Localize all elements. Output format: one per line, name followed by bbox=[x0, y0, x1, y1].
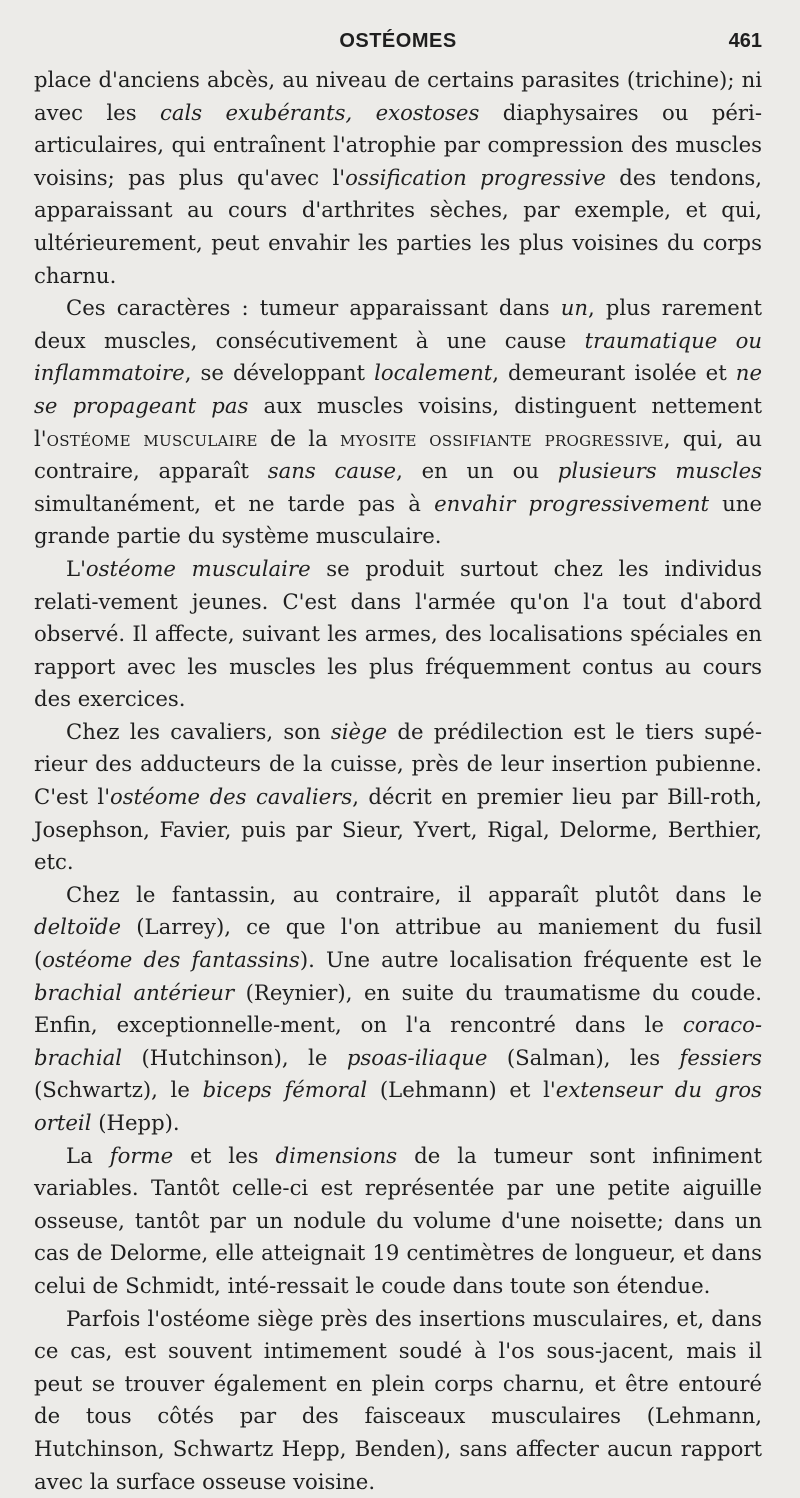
text-run: (Hepp). bbox=[91, 1110, 180, 1135]
text-run: Chez les cavaliers, son bbox=[66, 718, 331, 744]
italic-run: sans cause bbox=[267, 458, 397, 484]
text-run: une grande partie du système musculaire. bbox=[34, 490, 762, 549]
text-run: se produit surtout chez les individus relati-vement jeunes. C'est dans l'armée qu'on l'a tout d'abord observé. Il affecte, suivant les armes, des localisations spéciales en rapport avec les muscles les plus fréquemment contus au cours des exercices. bbox=[34, 555, 762, 712]
text-run: Chez le fantassin, au contraire, il apparaît plutôt dans le bbox=[66, 881, 762, 907]
italic-run: localement bbox=[374, 360, 493, 386]
text-run: , en un ou bbox=[396, 458, 558, 484]
italic-run: psoas-iliaque bbox=[346, 1044, 488, 1070]
italic-run: cals exubérants, exostoses bbox=[159, 99, 480, 125]
italic-run: siège bbox=[330, 718, 388, 744]
text-run: Ces caractères : tumeur apparaissant dans bbox=[66, 295, 561, 321]
small-caps-run: myosite ossifiante progressive bbox=[339, 425, 664, 451]
text-run: de la bbox=[257, 425, 340, 451]
italic-run: un bbox=[560, 295, 589, 321]
text-run: , plus rarement deux muscles, consécutivement à une cause bbox=[34, 295, 762, 353]
text-run: des tendons, apparaissant au cours d'arthrites sèches, par exemple, et qui, ultérieurement, peut envahir les parties les plus voisines du corps charnu. bbox=[34, 164, 762, 288]
text-run: (Larrey), ce que l'on attribue au maniement du fusil ( bbox=[34, 914, 762, 973]
paragraph-6 bbox=[34, 1140, 762, 1303]
text-run: , qui, au contraire, apparaît bbox=[34, 425, 762, 484]
italic-run: dimensions bbox=[275, 1142, 398, 1168]
italic-run: deltoïde bbox=[34, 914, 122, 940]
page-header bbox=[34, 26, 762, 62]
body-text bbox=[34, 64, 762, 1498]
text-run: et les bbox=[173, 1142, 276, 1168]
italic-run: biceps fémoral bbox=[202, 1077, 368, 1103]
italic-run: ostéome des cavaliers bbox=[110, 784, 353, 810]
italic-run: brachial antérieur bbox=[34, 979, 235, 1005]
text-run: de prédilection est le tiers supé-rieur des adducteurs de la cuisse, près de leur insertion pubienne. C'est l' bbox=[34, 718, 762, 810]
italic-run: ne se propageant pas bbox=[34, 360, 762, 418]
text-run: de la tumeur sont infiniment variables. Tantôt celle-ci est représentée par une petite aiguille osseuse, tantôt par un nodule du volume d'une noisette; dans un cas de Delorme, elle atteignait 19 centimètres de longueur, et dans celui de Schmidt, inté-ressait le coude dans toute son étendue. bbox=[34, 1142, 763, 1298]
italic-run: coraco-brachial bbox=[34, 1012, 762, 1070]
italic-run: traumatique ou inflammatoire bbox=[34, 327, 762, 386]
italic-run: ostéome musculaire bbox=[85, 555, 311, 581]
text-run: Parfois l'ostéome siège près des insertions musculaires, et, dans ce cas, est souvent intimement soudé à l'os sous-jacent, mais il peut se trouver également en plein corps charnu, et être entouré de tous côtés par des faisceaux musculaires (Lehmann, Hutchinson, Schwartz Hepp, Benden), sans affecter aucun rapport avec la surface osseuse voisine. bbox=[34, 1305, 762, 1494]
paragraph-1 bbox=[34, 64, 762, 292]
italic-run: plusieurs muscles bbox=[557, 458, 762, 484]
text-run: La bbox=[66, 1142, 110, 1168]
text-run: diaphysaires ou péri-articulaires, qui entraînent l'atrophie par compression des muscles voisins; pas plus qu'avec l' bbox=[34, 99, 762, 190]
text-run: (Salman), les bbox=[487, 1044, 680, 1070]
italic-run: envahir progressivement bbox=[434, 490, 710, 516]
text-run: aux muscles voisins, distinguent nettement l' bbox=[34, 392, 762, 451]
paragraph-3 bbox=[34, 553, 762, 716]
text-run: simultanément, et ne tarde pas à bbox=[34, 490, 435, 516]
text-run: , demeurant isolée et bbox=[492, 360, 736, 386]
italic-run: extenseur du gros orteil bbox=[34, 1077, 762, 1135]
paragraph-5 bbox=[34, 879, 762, 1140]
text-run: (Schwartz), le bbox=[34, 1077, 203, 1103]
italic-run: ossification progressive bbox=[345, 164, 606, 190]
text-run: , se développant bbox=[184, 360, 375, 386]
text-run: (Reynier), en suite du traumatisme du coude. Enfin, exceptionnelle-ment, on l'a rencontré dans le bbox=[34, 979, 762, 1038]
italic-run: ostéome des fantassins bbox=[42, 947, 300, 973]
text-run: ). Une autre localisation fréquente est le bbox=[299, 947, 762, 973]
italic-run: forme bbox=[109, 1142, 174, 1168]
text-run: L' bbox=[66, 555, 86, 581]
page-number: 461 bbox=[728, 30, 762, 52]
small-caps-run: ostéome musculaire bbox=[46, 425, 258, 451]
text-run: , décrit en premier lieu par Bill-roth, Josephson, Favier, puis par Sieur, Yvert, Rigal, Delorme, Berthier, etc. bbox=[34, 784, 762, 875]
paragraph-2 bbox=[34, 292, 762, 553]
running-title: OSTÉOMES bbox=[339, 30, 457, 52]
text-run: (Hutchinson), le bbox=[122, 1044, 347, 1070]
text-run: place d'anciens abcès, au niveau de certains parasites (trichine); ni avec les bbox=[34, 67, 762, 125]
text-run: (Lehmann) et l' bbox=[367, 1077, 556, 1103]
paragraph-4 bbox=[34, 716, 762, 879]
italic-run: fessiers bbox=[679, 1044, 762, 1070]
paragraph-7 bbox=[34, 1303, 762, 1498]
